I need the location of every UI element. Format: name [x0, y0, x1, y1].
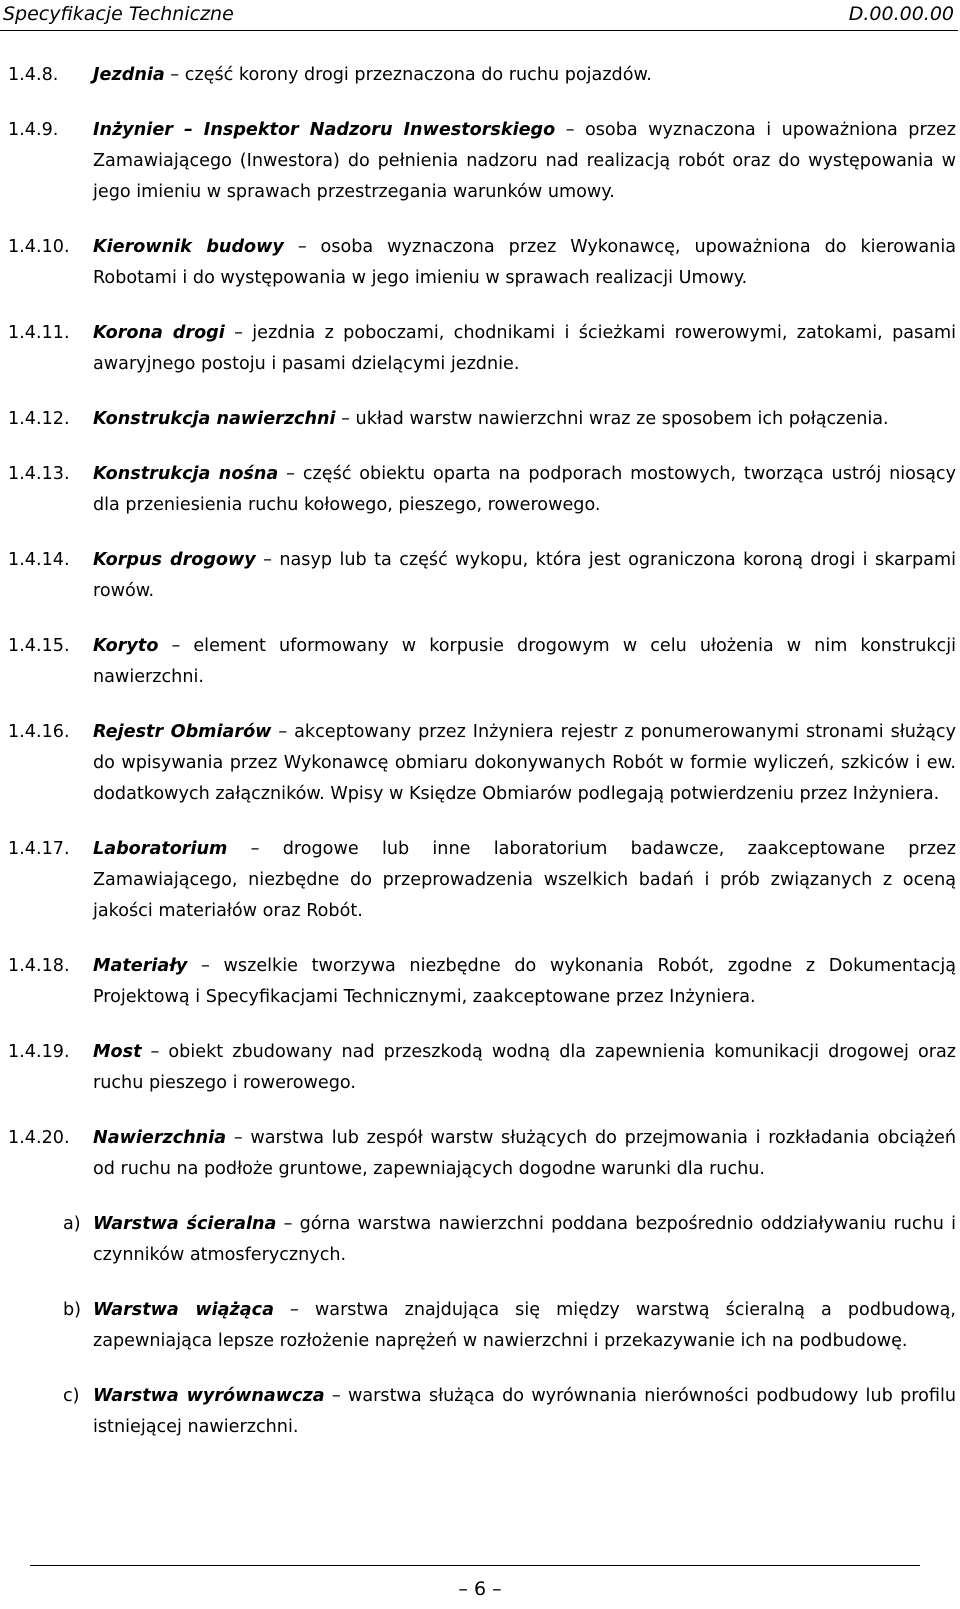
definition-entry [0, 1123, 956, 1185]
subitem-text: – warstwa służąca do wyrównania nierówności podbudowy lub profilu istniejącej nawierzchni. [93, 1386, 956, 1437]
entry-number: 1.4.18. [8, 956, 70, 976]
entry-number: 1.4.13. [8, 464, 70, 484]
footer-divider [30, 1565, 920, 1566]
subitem-label: b) [63, 1300, 82, 1320]
entry-number: 1.4.19. [8, 1042, 70, 1062]
subitem-term: Warstwa ścieralna [93, 1214, 277, 1234]
entry-text: – część korony drogi przeznaczona do ruchu pojazdów. [164, 65, 652, 85]
entry-number: 1.4.10. [8, 237, 70, 257]
entry-number: 1.4.15. [8, 636, 70, 656]
entry-number: 1.4.16. [8, 722, 70, 742]
entry-number: 1.4.14. [8, 550, 70, 570]
subitem-entry [0, 1209, 956, 1271]
entry-term: Jezdnia [93, 65, 165, 85]
subitem-text: – górna warstwa nawierzchni poddana bezpośrednio oddziaływaniu ruchu i czynników atmosferycznych. [93, 1214, 956, 1265]
definition-entry [0, 1037, 956, 1099]
entry-text: – drogowe lub inne laboratorium badawcze, zaakceptowane przez Zamawiającego, niezbędne do przeprowadzenia wszelkich badań i prób związanych z oceną jakości materiałów oraz Robót. [93, 839, 956, 921]
document-body [0, 60, 956, 1467]
definition-entry [0, 717, 956, 810]
entry-term: Korona drogi [93, 323, 225, 343]
entry-term: Inżynier – Inspektor Nadzoru Inwestorskiego [93, 120, 556, 140]
entry-term: Kierownik budowy [93, 237, 284, 257]
subitem-label: c) [63, 1386, 80, 1406]
entry-text: – osoba wyznaczona przez Wykonawcę, upoważniona do kierowania Robotami i do występowania w jego imieniu w sprawach realizacji Umowy. [93, 237, 956, 288]
subitem-term: Warstwa wyrównawcza [93, 1386, 325, 1406]
entry-text: – część obiektu oparta na podporach mostowych, tworząca ustrój niosący dla przeniesienia ruchu kołowego, pieszego, rowerowego. [93, 464, 956, 515]
definition-entry [0, 318, 956, 380]
header-title: Specyfikacje Techniczne [3, 3, 234, 25]
entry-number: 1.4.8. [8, 65, 59, 85]
header-code: D.00.00.00 [848, 3, 954, 25]
entry-term: Laboratorium [93, 839, 228, 859]
definition-entry [0, 834, 956, 927]
definition-entry [0, 545, 956, 607]
page-number: – 6 – [458, 1578, 502, 1600]
entry-text: – warstwa lub zespół warstw służących do przejmowania i rozkładania obciążeń od ruchu na podłoże gruntowe, zapewniających dogodne warunki dla ruchu. [93, 1128, 956, 1179]
entry-term: Konstrukcja nawierzchni [93, 409, 336, 429]
entry-text: – element uformowany w korpusie drogowym w celu ułożenia w nim konstrukcji nawierzchni. [93, 636, 956, 687]
entry-text: – układ warstw nawierzchni wraz ze sposobem ich połączenia. [335, 409, 889, 429]
entry-term: Most [93, 1042, 142, 1062]
entry-term: Korpus drogowy [93, 550, 256, 570]
definition-entry [0, 459, 956, 521]
entry-term: Konstrukcja nośna [93, 464, 279, 484]
subitem-text: – warstwa znajdująca się między warstwą ścieralną a podbudową, zapewniająca lepsze rozłożenie naprężeń w nawierzchni i przekazywanie ich na podbudowę. [93, 1300, 957, 1351]
entry-term: Nawierzchnia [93, 1128, 227, 1148]
subitem-entry [0, 1381, 956, 1443]
page-header [0, 0, 960, 30]
entry-text: – obiekt zbudowany nad przeszkodą wodną dla zapewnienia komunikacji drogowej oraz ruchu pieszego i rowerowego. [93, 1042, 956, 1093]
subitem-label: a) [63, 1214, 81, 1234]
definition-entry [0, 951, 956, 1013]
definition-entry [0, 232, 956, 294]
definition-entry [0, 404, 956, 435]
entry-text: – osoba wyznaczona i upoważniona przez Zamawiającego (Inwestora) do pełnienia nadzoru nad realizacją robót oraz do występowania w jego imieniu w sprawach przestrzegania warunków umowy. [93, 120, 956, 202]
entry-text: – wszelkie tworzywa niezbędne do wykonania Robót, zgodne z Dokumentacją Projektową i Specyfikacjami Technicznymi, zaakceptowane przez Inżyniera. [93, 956, 956, 1007]
entry-term: Materiały [93, 956, 188, 976]
entry-number: 1.4.12. [8, 409, 70, 429]
header-divider [0, 30, 958, 31]
subitem-term: Warstwa wiążąca [93, 1300, 274, 1320]
entry-text: – akceptowany przez Inżyniera rejestr z ponumerowanymi stronami służący do wpisywania przez Wykonawcę obmiaru dokonywanych Robót w formie wyliczeń, szkiców i ew. dodatkowych załączników. Wpisy w Księdze Obmiarów podlegają potwierdzeniu przez Inżyniera. [93, 722, 956, 804]
entry-number: 1.4.20. [8, 1128, 70, 1148]
entry-term: Koryto [93, 636, 159, 656]
entry-term: Rejestr Obmiarów [93, 722, 272, 742]
definition-entry [0, 115, 956, 208]
definition-entry [0, 60, 956, 91]
subitem-entry [0, 1295, 956, 1357]
entry-text: – nasyp lub ta część wykopu, która jest ograniczona koroną drogi i skarpami rowów. [93, 550, 956, 601]
entry-number: 1.4.11. [8, 323, 70, 343]
entry-text: – jezdnia z poboczami, chodnikami i ścieżkami rowerowymi, zatokami, pasami awaryjnego postoju i pasami dzielącymi jezdnie. [93, 323, 957, 374]
definition-entry [0, 631, 956, 693]
entry-number: 1.4.17. [8, 839, 70, 859]
entry-number: 1.4.9. [8, 120, 59, 140]
